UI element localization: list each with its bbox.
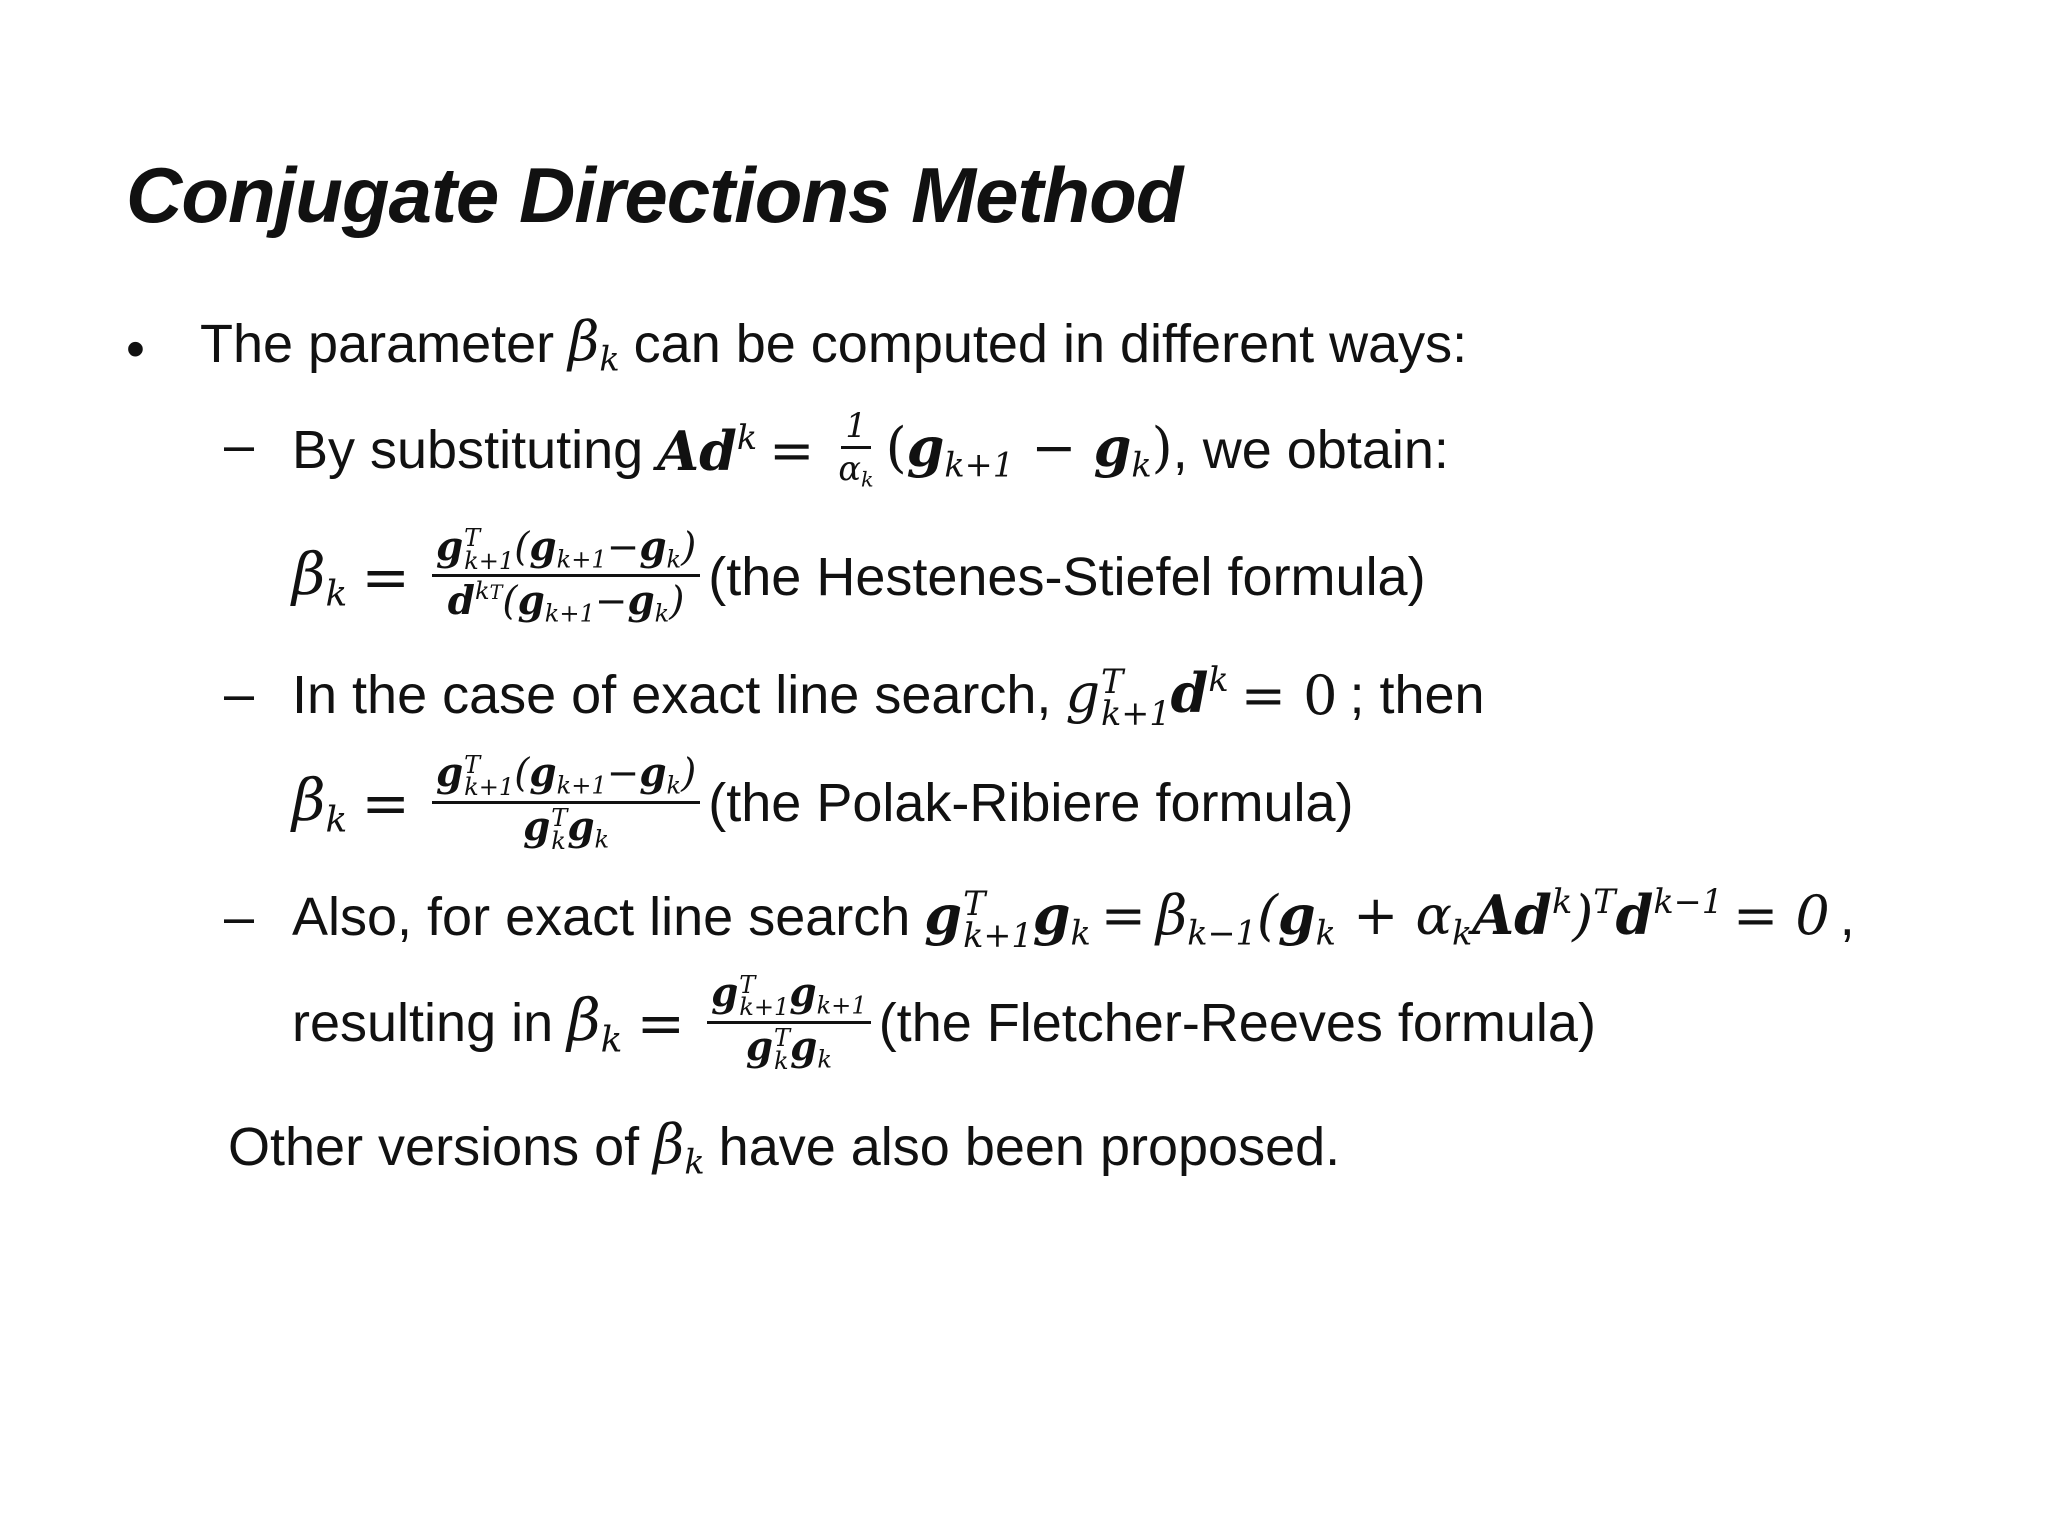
hs-formula-line: $\beta_k$ = g T k+1 $(g_{k+1}-g_k)$ $d^{kT}(g_{k+1}-g_k)$ (the Hestenes-Stiefel formula)	[292, 524, 1426, 629]
sub3-text: Also, for exact line search	[292, 887, 911, 947]
sub2-text-end: ; then	[1349, 665, 1485, 725]
bullet-text-end: can be computed in different ways:	[633, 314, 1468, 375]
sub2-text: In the case of exact line search,	[292, 665, 1052, 725]
bullet-text: The parameter	[200, 314, 555, 375]
bullet-dot: •	[126, 319, 145, 379]
math-fr-condition: g T k+1 $g_k = \beta_{k-1}(g_k + \alpha_kAd^k)^Td^{k-1} = 0$	[924, 881, 1830, 955]
sub1-text-end: , we obtain:	[1172, 420, 1449, 480]
fr-fraction: g T k+1 $g_{k+1}$ g T k $g_k$	[707, 971, 871, 1074]
bullet-line	[200, 310, 1467, 379]
sub-line-2: In the case of exact line search, g T k+1 $d^k$ = 0 ; then	[292, 660, 1485, 733]
frac-one-over-alpha: $\frac{1}{\alpha_k}$	[838, 406, 874, 492]
math-Adk: Ad$^k$	[657, 417, 758, 483]
closing-text-end: have also been proposed.	[718, 1117, 1341, 1177]
beta-k-symbol: $\beta_k$	[568, 310, 620, 379]
closing-text: Other versions of	[228, 1117, 640, 1177]
pr-beta: $\beta_k$	[292, 765, 348, 841]
math-gT-d: g T k+1 $d^k$	[1065, 660, 1229, 733]
fr-note: (the Fletcher-Reeves formula)	[878, 993, 1596, 1053]
sub-dash-1: –	[224, 415, 255, 475]
math-g-diff: $(g_{k+1} - g_k)$	[885, 415, 1173, 485]
closing-line	[228, 1102, 1340, 1192]
closing-beta: $\beta_k$	[653, 1112, 705, 1182]
sub1-text: By substituting	[292, 420, 644, 480]
sub-dash-2: –	[224, 664, 255, 724]
hs-fraction: g T k+1 $(g_{k+1}-g_k)$ $d^{kT}(g_{k+1}-g_k)$	[432, 525, 700, 629]
hs-beta: $\beta_k$	[292, 539, 348, 615]
sub3-text-mid: ,	[1839, 887, 1855, 947]
pr-note: (the Polak-Ribiere formula)	[708, 773, 1354, 833]
pr-formula-line: $\beta_k$ = g T k+1 $(g_{k+1}-g_k)$ g T k $g_k$ (the Polak-Ribiere formula)	[292, 750, 1354, 855]
sub3-text2: resulting in	[292, 993, 554, 1053]
sub-line-3	[292, 872, 1855, 962]
pr-fraction: g T k+1 $(g_{k+1}-g_k)$ g T k $g_k$	[432, 751, 700, 854]
math-equals: =	[769, 418, 815, 482]
fr-formula-line: resulting in $\beta_k$ = g T k+1 $g_{k+1}$ g T k $g_k$ (the Fletcher-Reeves formula)	[292, 970, 1596, 1075]
slide-title: Conjugate Directions Method	[126, 151, 1183, 239]
hs-note: (the Hestenes-Stiefel formula)	[708, 547, 1426, 607]
fr-beta: $\beta_k$	[567, 985, 623, 1061]
sub-dash-3: –	[224, 887, 255, 947]
sub-line-1	[292, 400, 1449, 500]
